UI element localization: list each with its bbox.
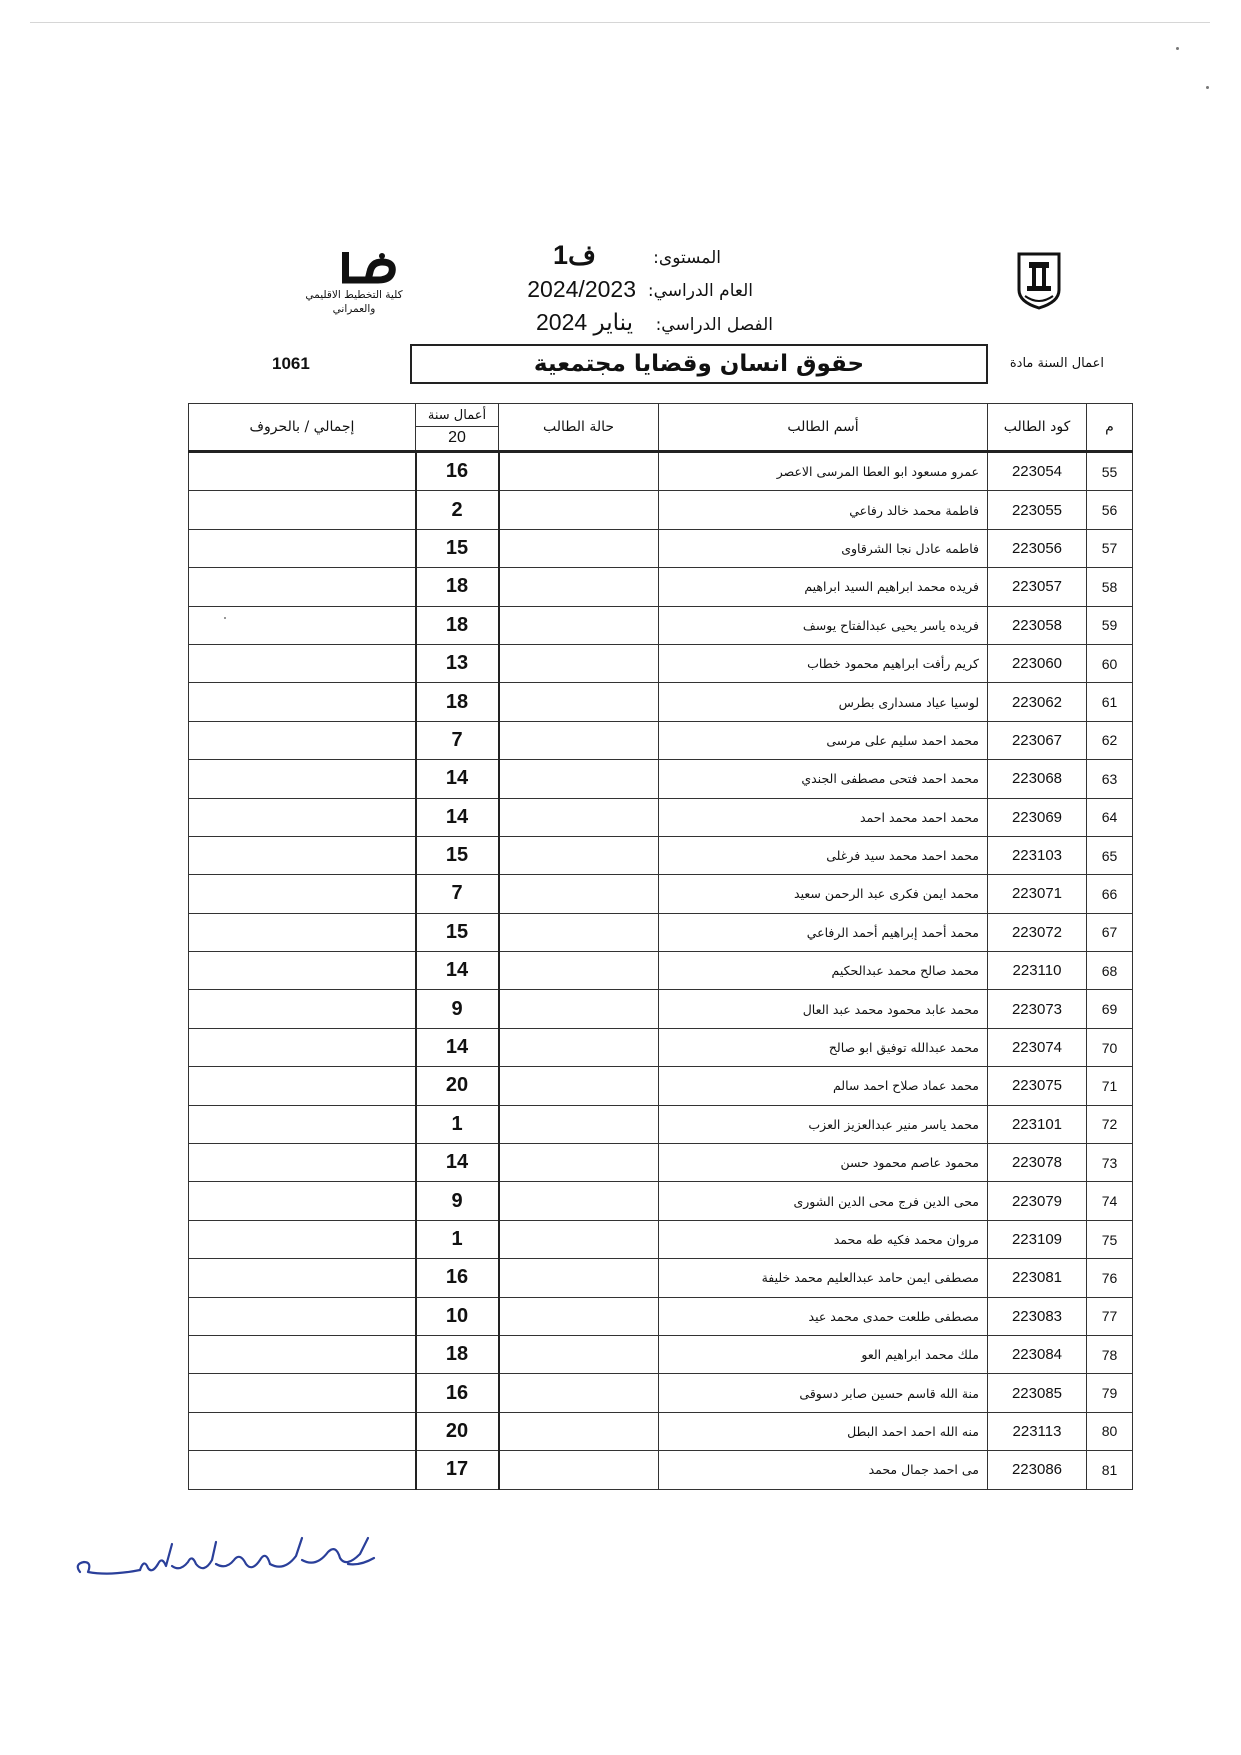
score-cell: 20 (416, 1067, 499, 1105)
total-cell (189, 1374, 416, 1412)
col-header-score (416, 404, 499, 452)
grades-table (188, 403, 1133, 1490)
score-cell: 15 (416, 913, 499, 951)
table-row (189, 1067, 1133, 1105)
row-number-cell: 76 (1087, 1259, 1133, 1297)
year-label: العام الدراسي: (647, 281, 753, 301)
table-row (189, 798, 1133, 836)
course-title: حقوق انسان وقضايا مجتمعية (410, 344, 988, 384)
score-cell: 9 (416, 1182, 499, 1220)
score-cell: 2 (416, 491, 499, 529)
row-number-cell: 73 (1087, 1144, 1133, 1182)
student-code-cell: 223058 (988, 606, 1087, 644)
student-code-cell: 223072 (988, 913, 1087, 951)
student-name-cell: مروان محمد فكيه طه محمد (659, 1220, 988, 1258)
student-code-cell: 223074 (988, 1028, 1087, 1066)
total-cell (189, 760, 416, 798)
status-cell (499, 1297, 659, 1335)
table-row (189, 606, 1133, 644)
student-code-cell: 223085 (988, 1374, 1087, 1412)
score-cell: 14 (416, 1144, 499, 1182)
row-number-cell: 74 (1087, 1182, 1133, 1220)
table-row (189, 1412, 1133, 1450)
score-cell: 7 (416, 721, 499, 759)
status-cell (499, 606, 659, 644)
term-label: الفصل الدراسي: (655, 315, 773, 335)
score-cell: 14 (416, 952, 499, 990)
total-cell (189, 875, 416, 913)
student-code-cell: 223086 (988, 1451, 1087, 1489)
total-cell (189, 1412, 416, 1450)
status-cell (499, 568, 659, 606)
student-name-cell: فريده ياسر يحيى عبدالفتاح يوسف (659, 606, 988, 644)
table-row (189, 1105, 1133, 1143)
score-cell: 18 (416, 683, 499, 721)
status-cell (499, 452, 659, 491)
table-row (189, 568, 1133, 606)
row-number-cell: 59 (1087, 606, 1133, 644)
score-cell: 18 (416, 1335, 499, 1373)
row-number-cell: 77 (1087, 1297, 1133, 1335)
status-cell (499, 1105, 659, 1143)
row-number-cell: 71 (1087, 1067, 1133, 1105)
total-cell (189, 1105, 416, 1143)
row-number-cell: 66 (1087, 875, 1133, 913)
status-cell (499, 836, 659, 874)
scan-edge (30, 22, 1210, 23)
handwritten-signature (70, 1530, 390, 1600)
status-cell (499, 1412, 659, 1450)
student-name-cell: كريم رأفت ابراهيم محمود خطاب (659, 644, 988, 682)
student-code-cell: 223081 (988, 1259, 1087, 1297)
student-name-cell: فاطمة محمد خالد رفاعي (659, 491, 988, 529)
status-cell (499, 1067, 659, 1105)
status-cell (499, 990, 659, 1028)
total-cell (189, 798, 416, 836)
status-cell (499, 798, 659, 836)
row-number-cell: 67 (1087, 913, 1133, 951)
student-code-cell: 223113 (988, 1412, 1087, 1450)
status-cell (499, 1451, 659, 1489)
faculty-logo-icon (338, 250, 398, 284)
score-cell: 7 (416, 875, 499, 913)
score-cell: 16 (416, 452, 499, 491)
row-number-cell: 69 (1087, 990, 1133, 1028)
student-code-cell: 223084 (988, 1335, 1087, 1373)
score-cell: 9 (416, 990, 499, 1028)
student-name-cell: فريده محمد ابراهيم السيد ابراهيم (659, 568, 988, 606)
student-name-cell: محمد ياسر منير عبدالعزيز العزب (659, 1105, 988, 1143)
col-header-status: حالة الطالب (499, 404, 659, 452)
student-name-cell: مى احمد جمال محمد (659, 1451, 988, 1489)
row-number-cell: 68 (1087, 952, 1133, 990)
row-number-cell: 65 (1087, 836, 1133, 874)
total-cell (189, 1067, 416, 1105)
score-cell: 14 (416, 1028, 499, 1066)
total-cell (189, 913, 416, 951)
table-row (189, 721, 1133, 759)
student-name-cell: مصطفى ايمن حامد عبدالعليم محمد خليفة (659, 1259, 988, 1297)
row-number-cell: 62 (1087, 721, 1133, 759)
total-cell (189, 1259, 416, 1297)
total-cell (189, 644, 416, 682)
score-cell: 16 (416, 1374, 499, 1412)
status-cell (499, 875, 659, 913)
total-cell (189, 529, 416, 567)
col-header-num: م (1087, 404, 1133, 452)
student-code-cell: 223071 (988, 875, 1087, 913)
score-cell: 14 (416, 760, 499, 798)
term-value: يناير 2024 (535, 309, 633, 335)
table-row (189, 1144, 1133, 1182)
row-number-cell: 72 (1087, 1105, 1133, 1143)
table-row (189, 452, 1133, 491)
student-code-cell: 223109 (988, 1220, 1087, 1258)
row-number-cell: 78 (1087, 1335, 1133, 1373)
row-number-cell: 63 (1087, 760, 1133, 798)
score-cell: 15 (416, 529, 499, 567)
student-code-cell: 223073 (988, 990, 1087, 1028)
col-header-code: كود الطالب (988, 404, 1087, 452)
student-code-cell: 223079 (988, 1182, 1087, 1220)
table-row (189, 990, 1133, 1028)
table-row (189, 952, 1133, 990)
row-number-cell: 55 (1087, 452, 1133, 491)
student-name-cell: محمود عاصم محمود حسن (659, 1144, 988, 1182)
status-cell (499, 952, 659, 990)
row-number-cell: 60 (1087, 644, 1133, 682)
status-cell (499, 1335, 659, 1373)
status-cell (499, 683, 659, 721)
student-name-cell: مصطفى طلعت حمدى محمد عيد (659, 1297, 988, 1335)
student-code-cell: 223054 (988, 452, 1087, 491)
score-cell: 20 (416, 1412, 499, 1450)
row-number-cell: 57 (1087, 529, 1133, 567)
student-code-cell: 223055 (988, 491, 1087, 529)
col-header-score-max: 20 (416, 426, 498, 447)
table-header-row (189, 404, 1133, 452)
total-cell (189, 1335, 416, 1373)
table-row (189, 1451, 1133, 1489)
faculty-name: كلية التخطيط الاقليمي والعمراني (305, 289, 403, 315)
row-number-cell: 70 (1087, 1028, 1133, 1066)
status-cell (499, 1182, 659, 1220)
col-header-name: أسم الطالب (659, 404, 988, 452)
course-type-label: اعمال السنة مادة (1009, 356, 1104, 371)
student-code-cell: 223067 (988, 721, 1087, 759)
total-cell (189, 1451, 416, 1489)
row-number-cell: 64 (1087, 798, 1133, 836)
table-row (189, 644, 1133, 682)
student-code-cell: 223075 (988, 1067, 1087, 1105)
score-cell: 1 (416, 1105, 499, 1143)
table-row (189, 1028, 1133, 1066)
score-cell: 15 (416, 836, 499, 874)
table-row (189, 491, 1133, 529)
student-name-cell: لوسيا عياد مسدارى بطرس (659, 683, 988, 721)
score-cell: 18 (416, 568, 499, 606)
university-crest-icon (1013, 250, 1065, 312)
table-row (189, 529, 1133, 567)
total-cell (189, 1144, 416, 1182)
student-code-cell: 223057 (988, 568, 1087, 606)
student-name-cell: منه الله احمد احمد البطل (659, 1412, 988, 1450)
total-cell (189, 990, 416, 1028)
col-header-total: إجمالي / بالحروف (189, 404, 416, 452)
scan-speck (1176, 47, 1179, 50)
student-name-cell: محمد صالح محمد عبدالحكيم (659, 952, 988, 990)
row-number-cell: 58 (1087, 568, 1133, 606)
status-cell (499, 491, 659, 529)
table-row (189, 913, 1133, 951)
table-row (189, 1220, 1133, 1258)
col-header-score-title: أعمال سنة (427, 407, 487, 423)
total-cell (189, 683, 416, 721)
table-row (189, 1297, 1133, 1335)
status-cell (499, 1374, 659, 1412)
student-name-cell: محمد احمد فتحى مصطفى الجندي (659, 760, 988, 798)
total-cell (189, 952, 416, 990)
student-name-cell: محمد أحمد إبراهيم أحمد الرفاعي (659, 913, 988, 951)
table-row (189, 1259, 1133, 1297)
total-cell (189, 1297, 416, 1335)
table-row (189, 1374, 1133, 1412)
table-row (189, 1335, 1133, 1373)
table-row (189, 760, 1133, 798)
student-code-cell: 223103 (988, 836, 1087, 874)
score-cell: 1 (416, 1220, 499, 1258)
level-label: المستوى: (653, 248, 721, 268)
student-code-cell: 223083 (988, 1297, 1087, 1335)
total-cell (189, 1028, 416, 1066)
status-cell (499, 721, 659, 759)
score-cell: 14 (416, 798, 499, 836)
year-value: 2024/2023 (527, 276, 636, 302)
total-cell (189, 606, 416, 644)
total-cell (189, 721, 416, 759)
student-name-cell: محى الدين فرج محى الدين الشورى (659, 1182, 988, 1220)
student-name-cell: محمد احمد سليم على مرسى (659, 721, 988, 759)
row-number-cell: 79 (1087, 1374, 1133, 1412)
student-name-cell: محمد عبدالله توفيق ابو صالح (659, 1028, 988, 1066)
table-row (189, 1182, 1133, 1220)
score-cell: 18 (416, 606, 499, 644)
status-cell (499, 1028, 659, 1066)
student-name-cell: ملك محمد ابراهيم العو (659, 1335, 988, 1373)
status-cell (499, 529, 659, 567)
table-row (189, 836, 1133, 874)
student-code-cell: 223069 (988, 798, 1087, 836)
total-cell (189, 836, 416, 874)
table-row (189, 683, 1133, 721)
student-name-cell: محمد عابد محمود محمد عبد العال (659, 990, 988, 1028)
student-name-cell: منة الله قاسم حسين صابر دسوقى (659, 1374, 988, 1412)
scan-speck (1206, 86, 1209, 89)
row-number-cell: 56 (1087, 491, 1133, 529)
student-code-cell: 223101 (988, 1105, 1087, 1143)
row-number-cell: 80 (1087, 1412, 1133, 1450)
student-name-cell: عمرو مسعود ابو العطا المرسى الاعصر (659, 452, 988, 491)
total-cell (189, 1182, 416, 1220)
total-cell (189, 491, 416, 529)
student-name-cell: فاطمه عادل نجا الشرقاوى (659, 529, 988, 567)
row-number-cell: 75 (1087, 1220, 1133, 1258)
row-number-cell: 81 (1087, 1451, 1133, 1489)
student-name-cell: محمد ايمن فكرى عبد الرحمن سعيد (659, 875, 988, 913)
student-code-cell: 223056 (988, 529, 1087, 567)
student-code-cell: 223078 (988, 1144, 1087, 1182)
student-name-cell: محمد احمد محمد سيد فرغلى (659, 836, 988, 874)
status-cell (499, 913, 659, 951)
table-row (189, 875, 1133, 913)
student-name-cell: محمد احمد محمد احمد (659, 798, 988, 836)
course-code: 1061 (272, 354, 310, 373)
student-code-cell: 223062 (988, 683, 1087, 721)
student-code-cell: 223068 (988, 760, 1087, 798)
score-cell: 13 (416, 644, 499, 682)
status-cell (499, 644, 659, 682)
score-cell: 16 (416, 1259, 499, 1297)
student-name-cell: محمد عماد صلاح احمد سالم (659, 1067, 988, 1105)
total-cell (189, 452, 416, 491)
total-cell (189, 1220, 416, 1258)
status-cell (499, 1144, 659, 1182)
status-cell (499, 760, 659, 798)
student-code-cell: 223060 (988, 644, 1087, 682)
level-value: ف1 (552, 240, 596, 270)
score-cell: 10 (416, 1297, 499, 1335)
status-cell (499, 1259, 659, 1297)
score-cell: 17 (416, 1451, 499, 1489)
row-number-cell: 61 (1087, 683, 1133, 721)
total-cell (189, 568, 416, 606)
student-code-cell: 223110 (988, 952, 1087, 990)
status-cell (499, 1220, 659, 1258)
